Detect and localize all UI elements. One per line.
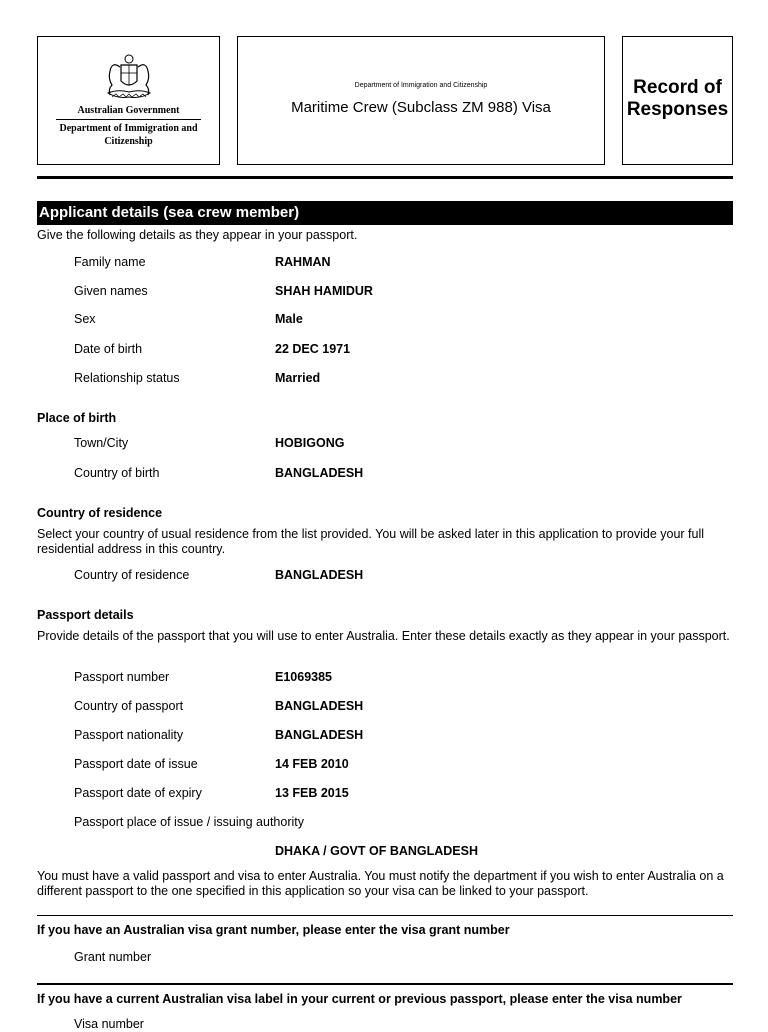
field-label: Town/City <box>74 436 129 450</box>
field-label: Passport number <box>74 670 170 684</box>
field-value: RAHMAN <box>275 255 331 269</box>
divider <box>37 915 733 916</box>
field-label: Passport nationality <box>74 728 184 742</box>
field-value: BANGLADESH <box>275 568 364 582</box>
field-value: BANGLADESH <box>275 466 364 480</box>
field-label: Country of birth <box>74 466 160 480</box>
visa-number-label: Visa number <box>74 1017 144 1031</box>
section-heading-passport: Passport details <box>37 608 134 622</box>
field-label: Passport date of expiry <box>74 786 202 800</box>
field-label: Family name <box>74 255 146 269</box>
grant-heading: If you have an Australian visa grant number, please enter the visa grant number <box>37 923 510 937</box>
field-value: Male <box>275 312 303 326</box>
field-value: 13 FEB 2015 <box>275 786 349 800</box>
section-heading-place-of-birth: Place of birth <box>37 411 117 425</box>
record-box <box>622 36 733 165</box>
passport-intro: Provide details of the passport that you will use to enter Australia. Enter these details exactly as they appear in your passport. <box>37 629 730 643</box>
field-value: SHAH HAMIDUR <box>275 284 373 298</box>
field-value: BANGLADESH <box>275 699 364 713</box>
field-label: Passport date of issue <box>74 757 198 771</box>
visa-label-heading: If you have a current Australian visa label in your current or previous passport, please enter the visa number <box>37 992 682 1006</box>
government-logo-box <box>37 36 220 165</box>
field-label: Given names <box>74 284 148 298</box>
visa-title-box <box>237 36 605 165</box>
field-label: Date of birth <box>74 342 143 356</box>
field-value: 14 FEB 2010 <box>275 757 349 771</box>
government-name: Australian Government <box>77 105 180 116</box>
field-label: Country of residence <box>74 568 190 582</box>
applicant-intro: Give the following details as they appear in your passport. <box>37 228 358 242</box>
section-title-applicant: Applicant details (sea crew member) <box>37 201 733 225</box>
field-value: HOBIGONG <box>275 436 345 450</box>
issuing-authority-value: DHAKA / GOVT OF BANGLADESH <box>275 844 479 858</box>
grant-number-label: Grant number <box>74 950 152 964</box>
residence-intro: Select your country of usual residence from the list provided. You will be asked later in this application to provide your full residential address in this country. <box>37 527 705 556</box>
field-value: E1069385 <box>275 670 333 684</box>
issuing-authority-label: Passport place of issue / issuing authority <box>74 815 304 829</box>
field-value: 22 DEC 1971 <box>275 342 351 356</box>
record-title: Record of Responses <box>626 77 729 120</box>
department-name: Department of Immigration and Citizenship <box>59 123 198 147</box>
field-label: Country of passport <box>74 699 184 713</box>
passport-notice: You must have a valid passport and visa to enter Australia. You must notify the department if you wish to enter Australia on a different passport to the one specified in this application so your visa can be linked to your passport. <box>37 869 724 898</box>
field-label: Relationship status <box>74 371 180 385</box>
header-divider <box>37 176 733 179</box>
divider <box>37 983 733 985</box>
field-label: Sex <box>74 312 96 326</box>
department-caption: Department of Immigration and Citizenship <box>354 82 488 89</box>
visa-title: Maritime Crew (Subclass ZM 988) Visa <box>291 99 551 116</box>
coat-of-arms-icon <box>100 53 158 103</box>
divider <box>56 119 201 120</box>
section-heading-residence: Country of residence <box>37 506 163 520</box>
field-value: BANGLADESH <box>275 728 364 742</box>
field-value: Married <box>275 371 321 385</box>
